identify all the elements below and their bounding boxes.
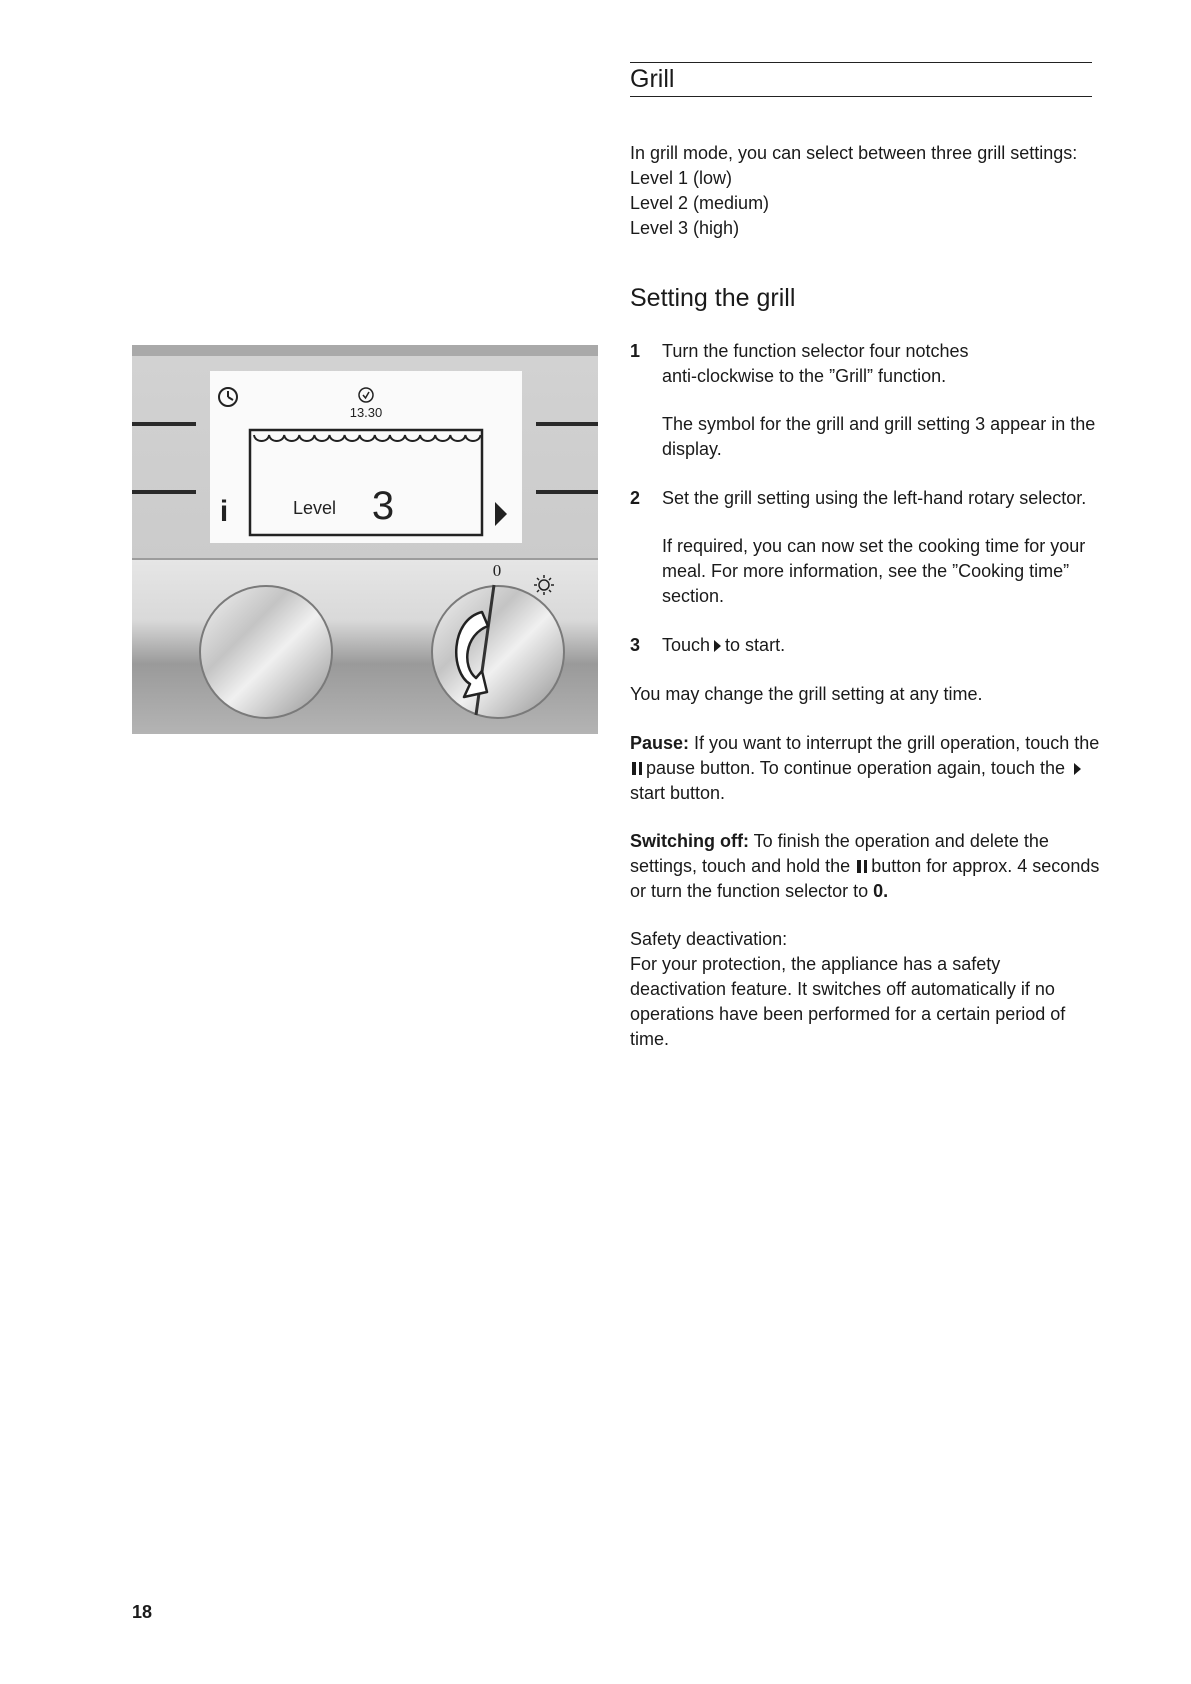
step-note: If required, you can now set the cooking time for your meal. For more information, see the ”Cooking time” section.: [662, 536, 1086, 606]
page-number: 18: [132, 1602, 153, 1622]
level-label: Level: [292, 498, 336, 518]
pause-label: Pause:: [630, 733, 690, 753]
left-rotary-selector: [200, 586, 332, 718]
start-icon: [1074, 763, 1081, 775]
safety-heading: Safety deactivation:: [630, 929, 788, 949]
switch-off-paragraph: Switching off: To finish the operation and delete the settings, touch and hold the button for approx. 4 seconds or turn the function selector to 0.: [630, 831, 1100, 901]
safety-text: For your protection, the appliance has a safety deactivation feature. It switches off automatically if no operations have been performed for a certain period of time.: [630, 954, 1066, 1049]
function-selector: [432, 586, 564, 718]
marker-line: [132, 422, 196, 426]
switch-off-label: Switching off:: [630, 831, 749, 851]
safety-paragraph: [630, 927, 1100, 1052]
zero-position: 0.: [873, 881, 889, 901]
step-3: [630, 633, 1100, 658]
subsection-title: Setting the grill: [630, 284, 796, 312]
step-number: 2: [630, 488, 641, 508]
level-item: Level 3 (high): [630, 218, 740, 238]
pause-icon: [632, 762, 642, 775]
start-icon: [714, 640, 721, 652]
oven-control-panel-figure: [132, 345, 598, 734]
title-underline: [630, 96, 1092, 97]
intro-text: In grill mode, you can select between three grill settings:: [630, 143, 1078, 163]
marker-line: [132, 490, 196, 494]
step-number: 1: [630, 341, 641, 361]
step-2: [630, 486, 1100, 609]
pause-icon: [857, 860, 867, 873]
intro-block: [630, 141, 1100, 241]
step-text-before: Touch: [662, 635, 711, 655]
marker-line: [536, 422, 598, 426]
marker-line: [536, 490, 598, 494]
pause-paragraph: Pause: If you want to interrupt the grill operation, touch the pause button. To continue operation again, touch the start button.: [630, 733, 1100, 803]
top-rule: [630, 62, 1092, 63]
level-item: Level 2 (medium): [630, 193, 770, 213]
knob-zero-label: 0: [492, 561, 502, 580]
change-note: You may change the grill setting at any time.: [630, 684, 983, 704]
section-title: Grill: [630, 65, 675, 93]
info-symbol: i: [219, 495, 229, 528]
step-number: 3: [630, 635, 641, 655]
level-item: Level 1 (low): [630, 168, 733, 188]
level-value: 3: [371, 484, 395, 528]
display-time: 13.30: [349, 405, 383, 420]
step-note: The symbol for the grill and grill setting 3 appear in the display.: [662, 414, 1096, 459]
step-text: Set the grill setting using the left-hand rotary selector.: [662, 488, 1087, 508]
step-text-after: to start.: [725, 635, 786, 655]
step-text: Turn the function selector four notches anti-clockwise to the ”Grill” function.: [662, 341, 969, 386]
step-1: [630, 339, 1100, 462]
